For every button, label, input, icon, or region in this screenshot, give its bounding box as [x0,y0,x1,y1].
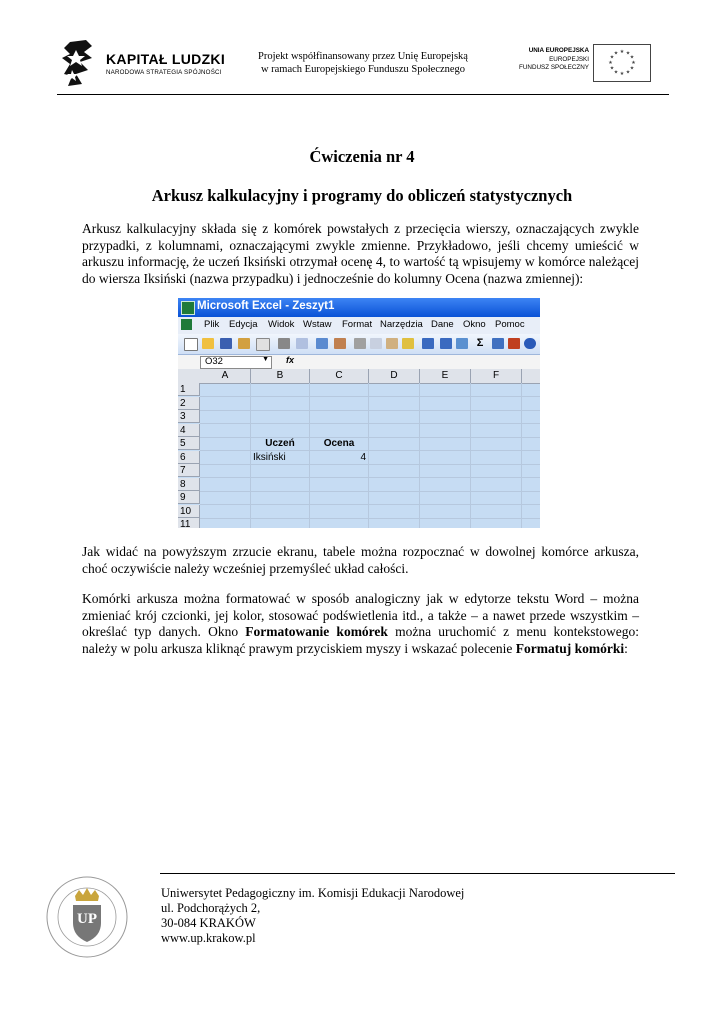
grid-line [200,504,540,505]
grid-line [200,410,540,411]
document-title: Ćwiczenia nr 4 [309,147,415,166]
row-header-8[interactable]: 8 [178,478,200,491]
svg-text:★: ★ [608,60,613,66]
menu-dane[interactable]: Dane [431,319,454,330]
svg-text:★: ★ [619,71,625,77]
excel-screenshot [178,298,540,528]
header-project-line-2: w ramach Europejskiego Funduszu Społecznego [260,64,466,75]
column-header-e[interactable]: E [420,369,471,384]
kapital-ludzki-title: KAPITAŁ LUDZKI [106,51,226,67]
menu-okno[interactable]: Okno [463,319,486,330]
redo-icon[interactable] [440,338,452,349]
grid-line [250,383,251,528]
grid-line [200,464,540,465]
footer-website[interactable]: www.up.krakow.pl [161,931,256,945]
undo-icon[interactable] [422,338,434,349]
footer-street: ul. Podchorążych 2, [161,901,261,915]
eu-logo-text [519,47,589,73]
sort-ascending-icon[interactable] [492,338,504,349]
eu-flag-icon [593,44,651,82]
spelling-icon[interactable] [316,338,328,349]
grid-line [368,383,369,528]
excel-toolbar [178,334,540,355]
paragraph-formatting-text-2: można uruchomić z menu kontekstowego: należy w polu arkusza kliknąć prawym przyciskiem myszy i wskazać polecenie [82,624,639,656]
row-header-2[interactable]: 2 [178,397,200,410]
grid-line [521,383,522,528]
svg-text:★: ★ [609,54,615,61]
paragraph-formatting [82,591,639,657]
kapital-ludzki-logo [62,40,232,90]
row-header-1[interactable]: 1 [178,383,200,396]
column-header-d[interactable]: D [369,369,420,384]
grid-line [200,450,540,451]
header-project-text [238,50,488,76]
footer-city: 30-084 KRAKÓW [161,916,256,930]
workbook-icon [181,319,192,330]
column-header-b[interactable]: B [251,369,310,384]
row-header-11[interactable]: 11 [178,518,200,528]
column-header-f[interactable]: F [471,369,522,384]
eu-logo [508,43,653,85]
header-project-line-1: Projekt współfinansowany przez Unię Europejską [258,51,468,62]
svg-text:★: ★ [629,65,635,72]
print-preview-icon[interactable] [296,338,308,349]
eu-logo-line-3: FUNDUSZ SPOŁECZNY [519,64,589,72]
excel-formula-bar [178,355,540,369]
save-icon[interactable] [220,338,232,349]
menu-format[interactable]: Format [342,319,373,330]
cell-c5[interactable]: Ocena [323,438,355,449]
grid-line [200,477,540,478]
name-box[interactable] [200,356,272,369]
menu-edycja[interactable]: Edycja [229,319,258,330]
paste-icon[interactable] [386,338,398,349]
research-icon[interactable] [334,338,346,349]
grid-line [200,491,540,492]
menu-plik[interactable]: Plik [204,319,220,330]
row-header-7[interactable]: 7 [178,464,200,477]
paragraph-formatting-text-3: : [624,640,628,656]
svg-text:★: ★ [609,65,615,72]
open-icon[interactable] [202,338,214,349]
menu-wstaw[interactable]: Wstaw [303,319,332,330]
cell-c6[interactable]: 4 [360,451,366,463]
excel-menu-bar [178,317,540,334]
email-icon[interactable] [256,338,270,351]
cell-b6[interactable]: Iksiński [253,451,286,463]
footer-university-name: Uniwersytet Pedagogiczny im. Komisji Edukacji Narodowej [161,886,465,900]
excel-title-bar [178,298,540,317]
paragraph-intro: Arkusz kalkulacyjny składa się z komórek powstałych z przecięcia wierszy, oznaczających zwykle przypadki, z kolumnami, oznaczającymi zwykle zmienne. Przykładowo, jeśli chcemy umieścić w arkuszu informację, że uczeń Iksiński otrzymał ocenę 4, to wartość tą wpisujemy w komórce należącej do wiersza Iksiński (nazwa przypadku) i jednocześnie do kolumny Ocena (nazwa zmiennej): [82,221,639,286]
cut-icon[interactable] [354,338,366,349]
column-header-a[interactable]: A [200,369,251,384]
document-subtitle: Arkusz kalkulacyjny i programy do obliczeń statystycznych [151,186,573,205]
grid-line [200,518,540,519]
kapital-ludzki-subtitle: NARODOWA STRATEGIA SPÓJNOŚCI [106,69,222,76]
chevron-down-icon[interactable]: ▼ [262,356,269,363]
excel-app-icon [181,301,195,315]
row-header-6[interactable]: 6 [178,451,200,464]
svg-text:★: ★ [613,69,619,76]
select-all-corner[interactable] [178,369,201,384]
paragraph-table-start: Jak widać na powyższym zrzucie ekranu, tabele można rozpocznać w dowolnej komórce arkusza, choć oczywiście należy wcześniej przemyśleć układ całości. [82,544,639,576]
row-header-5[interactable]: 5 [178,437,200,450]
copy-icon[interactable] [370,338,382,349]
footer-divider [160,873,675,874]
svg-text:★: ★ [613,50,619,57]
svg-text:★: ★ [625,50,631,57]
menu-widok[interactable]: Widok [268,319,295,330]
university-seal [44,874,130,960]
kapital-ludzki-emblem-icon [62,40,104,90]
formatuj-komorki-term: Formatuj komórki [515,640,625,656]
eu-logo-line-1: UNIA EUROPEJSKA [528,47,589,54]
row-header-10[interactable]: 10 [178,505,200,518]
fx-icon[interactable]: fx [286,355,295,365]
format-painter-icon[interactable] [402,338,414,349]
column-header-c[interactable]: C [310,369,369,384]
eu-logo-line-2: EUROPEJSKI [549,55,589,63]
svg-text:★: ★ [619,49,625,55]
svg-text:★: ★ [631,60,636,66]
cell-b5[interactable]: Uczeń [265,438,295,449]
new-icon[interactable] [184,338,198,351]
header-divider [57,94,669,95]
menu-narzedzia[interactable]: Narzędzia [380,319,423,330]
grid-line [200,423,540,424]
excel-window-title: Microsoft Excel - Zeszyt1 [197,300,335,312]
footer-address [161,886,464,946]
seal-letters: UP [77,911,97,927]
menu-pomoc[interactable]: Pomoc [495,319,525,330]
hyperlink-icon[interactable] [456,338,468,349]
svg-text:★: ★ [629,54,635,61]
row-header-3[interactable]: 3 [178,410,200,423]
grid-line [470,383,471,528]
print-icon[interactable] [278,338,290,349]
chart-wizard-icon[interactable] [508,338,520,349]
autosum-icon[interactable]: Σ [476,337,484,349]
column-header-g-partial[interactable] [522,369,540,384]
formatowanie-komorek-term: Formatowanie komórek [245,624,388,639]
grid-line [419,383,420,528]
grid-line [200,396,540,397]
row-header-4[interactable]: 4 [178,424,200,437]
row-header-9[interactable]: 9 [178,491,200,504]
permission-icon[interactable] [238,338,250,349]
name-box-value: O32 [205,356,223,367]
paragraph-formatting-text-1: Komórki arkusza można formatować w sposób analogiczny jak w edytorze tekstu Word – można zmieniać krój czcionki, jej kolor, stosować podświetlenia itd., a także – a nawet przede wszystkim – określać typ danych. Okno [82,591,639,639]
svg-text:★: ★ [625,69,631,76]
help-icon[interactable] [524,338,536,349]
